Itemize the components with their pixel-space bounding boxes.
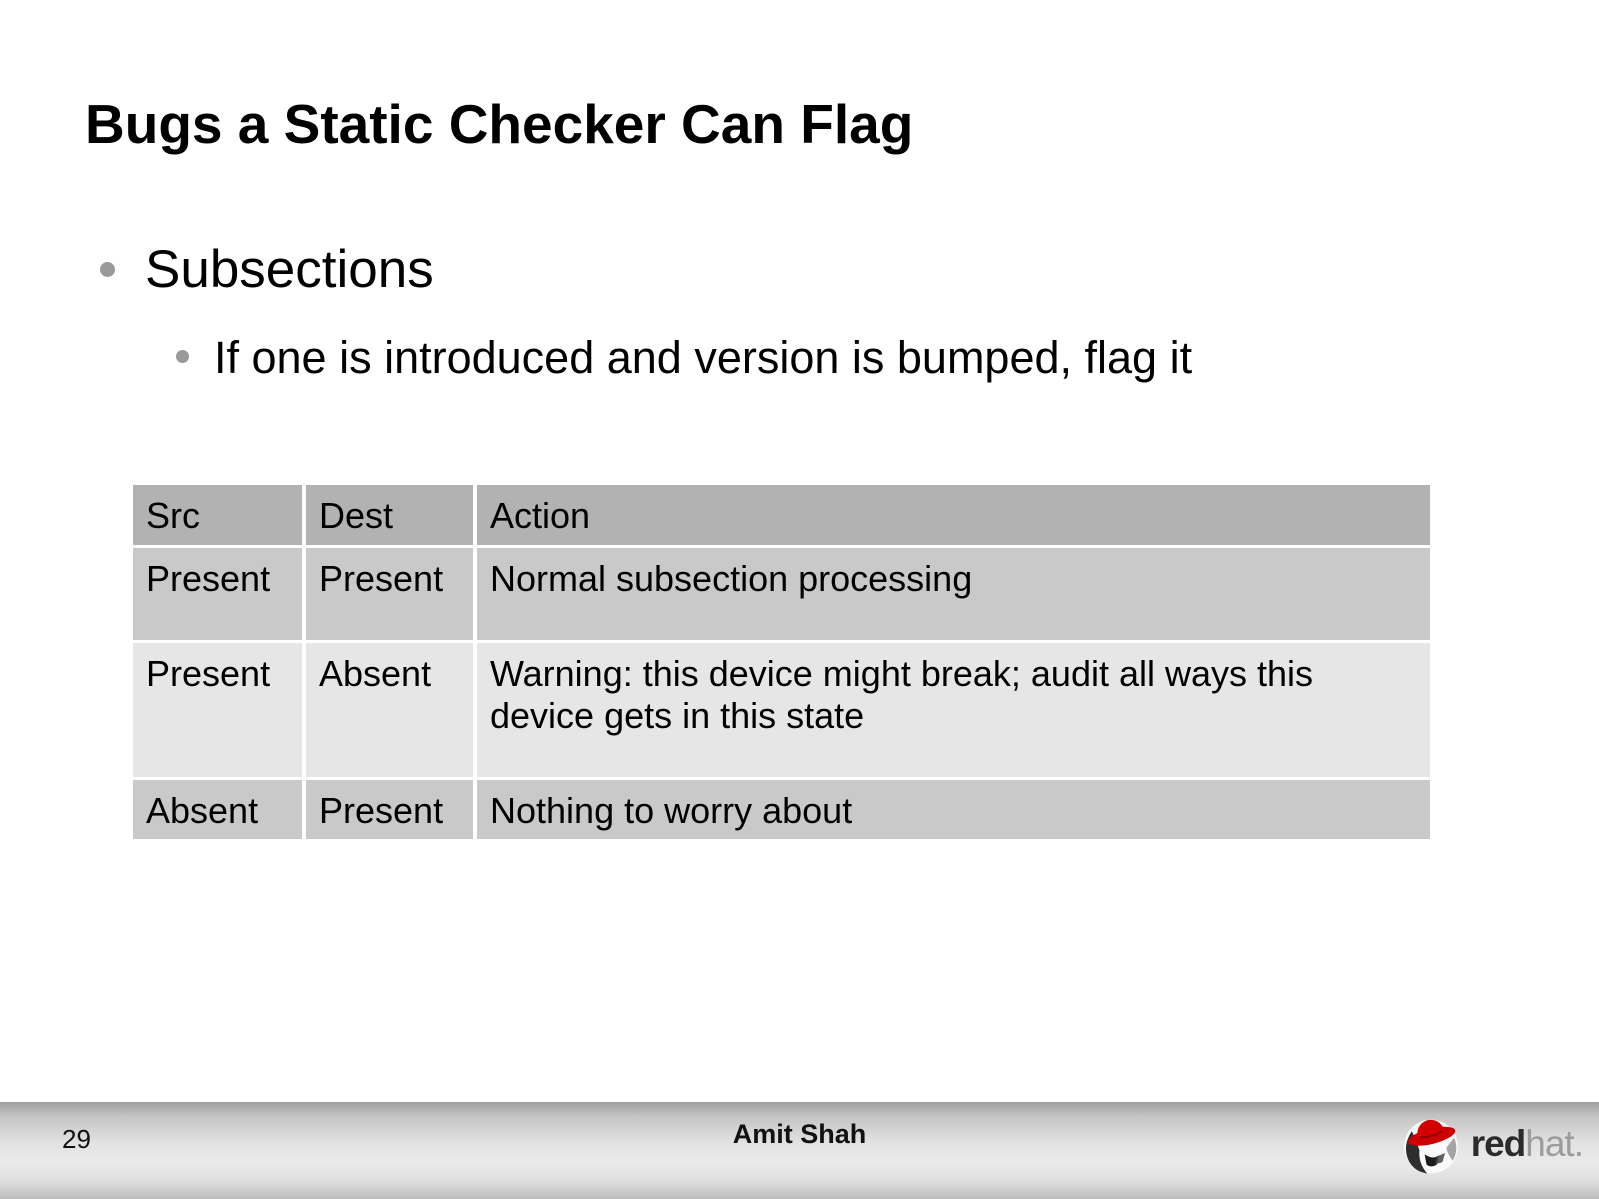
table-header-action: Action (477, 485, 1430, 545)
table-header-dest: Dest (306, 485, 473, 545)
table-cell: Present (306, 780, 473, 839)
redhat-logo (1399, 1112, 1583, 1176)
redhat-shadowman-icon (1399, 1112, 1463, 1176)
table-cell: Present (306, 548, 473, 640)
table-cell: Present (133, 643, 302, 777)
subsection-action-table (133, 485, 1430, 839)
redhat-wordmark (1471, 1123, 1583, 1165)
table-header-src: Src (133, 485, 302, 545)
table-cell: Absent (306, 643, 473, 777)
bullet-icon (100, 262, 115, 277)
table-cell: Warning: this device might break; audit all ways this device gets in this state (477, 643, 1430, 777)
logo-text-red: red (1470, 1123, 1526, 1164)
table-cell: Absent (133, 780, 302, 839)
author-name: Amit Shah (732, 1119, 867, 1149)
bullet-level2-text: If one is introduced and version is bumped, flag it (214, 332, 1193, 383)
table-cell: Present (133, 548, 302, 640)
bullet-level1-text: Subsections (145, 240, 434, 299)
page-number: 29 (62, 1124, 91, 1154)
sub-bullet-icon (176, 350, 189, 363)
slide-title: Bugs a Static Checker Can Flag (85, 93, 914, 155)
logo-text-hat: hat. (1525, 1123, 1583, 1164)
table-cell: Nothing to worry about (477, 780, 1430, 839)
table-cell: Normal subsection processing (477, 548, 1430, 640)
slide-footer (0, 1102, 1599, 1199)
